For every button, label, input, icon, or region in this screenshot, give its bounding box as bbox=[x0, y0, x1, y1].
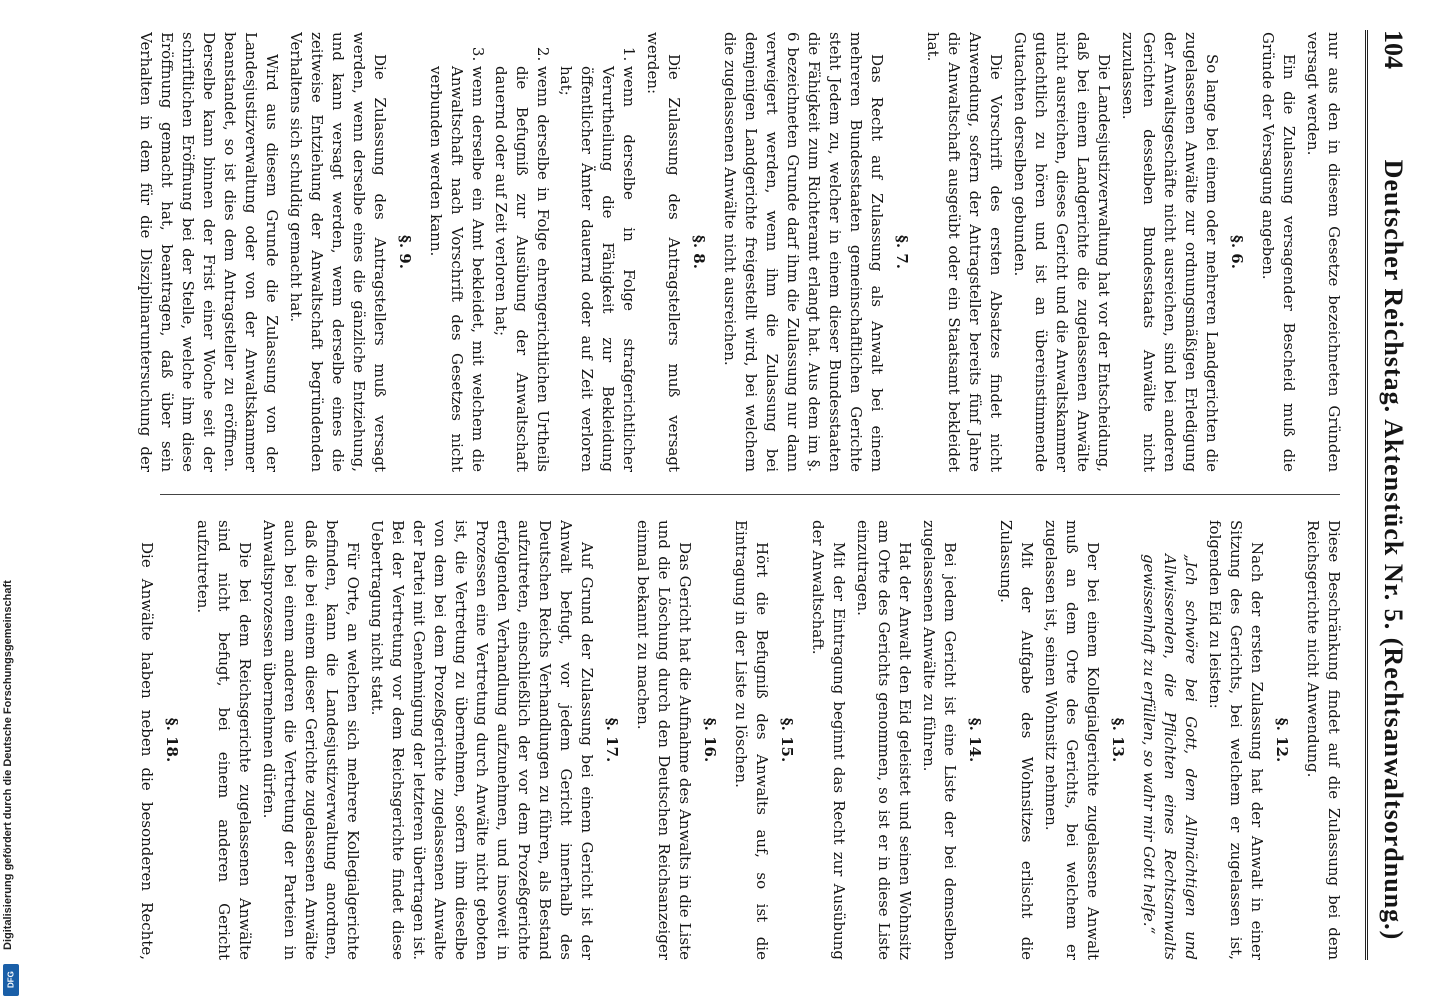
paragraph: Die Zulassung des Antragstellers muß versagt werden, wenn derselbe eines die gänzliche Entziehung, und kann versagt werden, wenn derselbe eines die zeitweise Entziehung der Anwaltschaft begründenden Verhaltens sich schuldig gemacht hat. bbox=[287, 32, 389, 472]
digitization-footer bbox=[0, 170, 22, 1000]
page-header bbox=[1365, 30, 1414, 960]
paragraph-continuation: nur aus den in diesem Gesetze bezeichneten Gründen versagt werden. bbox=[1304, 32, 1343, 472]
paragraph: Bei jedem Gericht ist eine Liste der bei demselben zugelassenen Anwälte zu führen. bbox=[920, 520, 959, 960]
paragraph: Der bei einem Kollegialgerichte zugelassene Anwalt muß an dem Orte des Gerichts, bei welchem er zugelassen ist, seinen Wohnsitz nehmen. bbox=[1042, 520, 1102, 960]
paragraph-continuation: Diese Beschränkung findet auf die Zulassung bei dem Reichsgerichte nicht Anwendung. bbox=[1304, 520, 1343, 960]
column-divider bbox=[160, 494, 1340, 495]
paragraph: So lange bei einem oder mehreren Landgerichten die zugelassenen Anwälte zur ordnungsmäßigen Erledigung der Anwaltsgeschäfte nicht ausreichen, sind bei anderen Gerichten desselben Bundesstaats Anwälte nicht zuzulassen. bbox=[1119, 32, 1221, 472]
paragraph: Das Recht auf Zulassung als Anwalt bei einem mehreren Bundesstaaten gemeinschaftlichen Gerichte steht Jedem zu, welcher in einem dieser Bundesstaaten die Fähigkeit zum Richteramt erlangt hat. Aus dem im §. 6 bezeichneten Grunde darf ihm die Zulassung nur dann verweigert werden, wenn ihm die Zulassung bei demjenigen Landgerichte freigestellt wird, bei welchem die zugelassenen Anwälte nicht ausreichen. bbox=[721, 32, 886, 472]
paragraph: Wird aus diesem Grunde die Zulassung von der Landesjustizverwaltung oder von der Anwaltskammer beanstandet, so ist dies dem Antragsteller zu eröffnen. Derselbe kann binnen der Frist einer Woche seit der schriftlichen Eröffnung bei der Stelle, welche ihm diese Eröffnung gemacht hat, beantragen, daß über sein Verhalten in dem für die Disziplinaruntersuchung der bbox=[137, 32, 281, 472]
paragraph: Die bei dem Reichsgerichte zugelassenen Anwälte sind nicht befugt, bei einem anderen Gericht aufzutreten. bbox=[194, 520, 254, 960]
paragraph: Hat der Anwalt den Eid geleistet und seinen Wohnsitz am Orte des Gerichts genommen, so ist er in diese Liste einzutragen. bbox=[854, 520, 914, 960]
right-text-column bbox=[134, 520, 1344, 960]
section-heading: §. 12. bbox=[1273, 717, 1291, 763]
section-heading: §. 6. bbox=[1228, 235, 1246, 269]
list-item: 2. wenn derselbe in Folge ehrengerichtlichen Urtheils die Befugniß zur Ausübung der Anwaltschaft dauernd oder auf Zeit verloren hat; bbox=[490, 66, 553, 472]
paragraph: Mit der Aufgabe des Wohnsitzes erlischt die Zulassung. bbox=[997, 520, 1036, 960]
paragraph: Das Gericht hat die Aufnahme des Anwalts in die Liste und die Löschung durch den Deutschen Reichsanzeiger einmal bekannt zu machen. bbox=[634, 520, 694, 960]
list-item: 3. wenn derselbe ein Amt bekleidet, mit welchem die Anwaltschaft nach Vorschrift des Gesetzes nicht verbunden werden kann. bbox=[425, 66, 488, 472]
dfg-logo-icon: DFG bbox=[3, 964, 19, 996]
section-heading: §. 16. bbox=[701, 717, 719, 763]
section-heading: §. 13. bbox=[1109, 717, 1127, 763]
running-title: Deutscher Reichstag. Aktenstück Nr. 5. (Rechtsanwaltsordnung.) bbox=[1379, 159, 1408, 941]
section-heading: §. 8. bbox=[690, 235, 708, 269]
section-heading: §. 15. bbox=[778, 717, 796, 763]
section-heading: §. 9. bbox=[396, 235, 414, 269]
section-heading: §. 14. bbox=[966, 717, 984, 763]
page-number: 104 bbox=[1379, 30, 1408, 69]
paragraph: Nach der ersten Zulassung hat der Anwalt in einer Sitzung des Gerichts, bei welchem er zugelassen ist, folgenden Eid zu leisten: bbox=[1206, 520, 1266, 960]
section-heading: §. 17. bbox=[603, 717, 621, 763]
paragraph: Auf Grund der Zulassung bei einem Gericht ist der Anwalt befugt, vor jedem Gericht innerhalb des Deutschen Reichs Verhandlungen zu führen, als Bestand aufzutreten, einschließlich der vor dem Prozeßgerichte erfolgenden Verhandlung aufzunehmen, und insoweit in Prozessen eine Vertretung durch Anwälte nicht geboten ist, die Vertretung zu übernehmen, sofern ihm dieselbe von dem bei dem Prozeßgerichte zugelassenen Anwalte der Partei mit Genehmigung der letzteren übertragen ist. Bei der Vertretung vor dem Reichsgerichte findet diese Uebertragung nicht statt. bbox=[368, 520, 596, 960]
list-item: 1. wenn derselbe in Folge strafgerichtlicher Verurtheilung die Fähigkeit zur Bekleidung öffentlicher Ämter dauernd oder auf Zeit verloren hat; bbox=[555, 66, 639, 472]
section-heading: §. 7. bbox=[893, 235, 911, 269]
paragraph: Hört die Befugniß des Anwalts auf, so ist die Eintragung in der Liste zu löschen. bbox=[732, 520, 771, 960]
section-heading: §. 18. bbox=[163, 717, 181, 763]
paragraph: Die Zulassung des Antragstellers muß versagt werden: bbox=[644, 32, 683, 472]
paragraph: Für Orte, an welchen sich mehrere Kollegialgerichte befinden, kann die Landesjustizverwaltung anordnen, daß die bei einem dieser Gerichte zugelassenen Anwälte auch bei einem anderen die Vertretung der Parteien in Anwaltsprozessen übernehmen dürfen. bbox=[260, 520, 362, 960]
paragraph: Die Landesjustizverwaltung hat vor der Entscheidung, daß bei einem Landgerichte die zugelassenen Anwälte nicht ausreichen, dieses Gericht und die Anwaltskammer gutachtlich zu hören und ist an übereinstimmende Gutachten derselben gebunden. bbox=[1011, 32, 1113, 472]
paragraph: Ein die Zulassung versagender Bescheid muß die Gründe der Versagung angeben. bbox=[1259, 32, 1298, 472]
numbered-list bbox=[425, 32, 639, 472]
left-text-column bbox=[134, 32, 1344, 472]
oath-text: „Ich schwöre bei Gott, dem Allmächtigen und Allwissenden, die Pflichten eines Rechtsanwalts gewissenhaft zu erfüllen, so wahr mir Gott helfe.“ bbox=[1140, 554, 1200, 960]
paragraph: Die Vorschrift des ersten Absatzes findet nicht Anwendung, sofern der Antragsteller bereits fünf Jahre die Anwaltschaft ausgeübt oder ein Staatsamt bekleidet hat. bbox=[924, 32, 1005, 472]
paragraph: Die Anwälte haben neben die besonderen Rechte, bbox=[138, 542, 156, 960]
footer-credit: Digitalisierung gefördert durch die Deutsche Forschungsgemeinschaft bbox=[2, 580, 14, 950]
paragraph: Mit der Eintragung beginnt das Recht zur Ausübung der Anwaltschaft. bbox=[809, 520, 848, 960]
